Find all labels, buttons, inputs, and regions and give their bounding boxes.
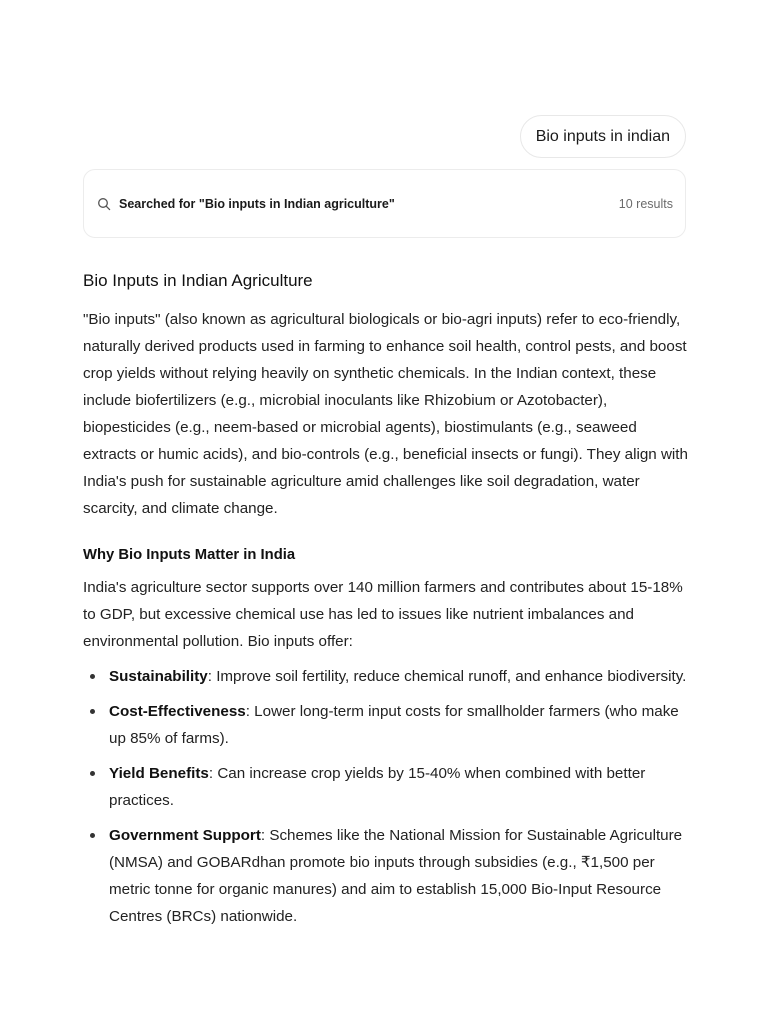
answer-title: Bio Inputs in Indian Agriculture: [83, 271, 313, 290]
benefits-list: [83, 663, 688, 930]
list-item: [109, 822, 688, 930]
search-icon: [97, 197, 111, 211]
assistant-answer: [83, 266, 688, 938]
list-item: [109, 663, 688, 690]
search-results-count: 10 results: [618, 196, 673, 211]
list-item-term: Yield Benefits: [109, 765, 209, 782]
search-query-label: Searched for "Bio inputs in Indian agriculture": [119, 196, 395, 211]
list-item-term: Government Support: [109, 827, 261, 844]
section-heading: Why Bio Inputs Matter in India: [83, 547, 296, 563]
list-item-term: Sustainability: [109, 668, 208, 685]
list-item-text: : Improve soil fertility, reduce chemical runoff, and enhance biodiversity.: [207, 668, 687, 685]
section-paragraph: India's agriculture sector supports over 140 million farmers and contributes about 15-18% to GDP, but excessive chemical use has led to issues like nutrient imbalances and environmental pollution. Bio inputs offer:: [83, 579, 683, 650]
list-item-text: : Can increase crop yields by 15-40% when combined with better practices.: [109, 765, 646, 809]
user-message-bubble: [520, 115, 686, 158]
list-item: [109, 760, 688, 814]
list-item-text: : Lower long-term input costs for smallholder farmers (who make up 85% of farms).: [109, 703, 679, 747]
list-item-text: : Schemes like the National Mission for Sustainable Agriculture (NMSA) and GOBARdhan promote bio inputs through subsidies (e.g., ₹1,500 per metric tonne for organic manures) and aim to establish 15,000 Bio-Input Resource Centres (BRCs) nationwide.: [109, 827, 683, 925]
user-message-text: Bio inputs in indian: [535, 127, 670, 145]
search-results-card[interactable]: [83, 169, 686, 238]
answer-intro-paragraph: "Bio inputs" (also known as agricultural biologicals or bio-agri inputs) refer to eco-friendly, naturally derived products used in farming to enhance soil health, control pests, and boost crop yields without relying heavily on synthetic chemicals. In the Indian context, these include biofertilizers (e.g., microbial inoculants like Rhizobium or Azotobacter), biopesticides (e.g., neem-based or microbial agents), biostimulants (e.g., seaweed extracts or humic acids), and bio-controls (e.g., beneficial insects or fungi). They align with India's push for sustainable agriculture amid challenges like soil degradation, water scarcity, and climate change.: [83, 311, 688, 517]
list-item-term: Cost-Effectiveness: [109, 703, 246, 720]
list-item: [109, 698, 688, 752]
